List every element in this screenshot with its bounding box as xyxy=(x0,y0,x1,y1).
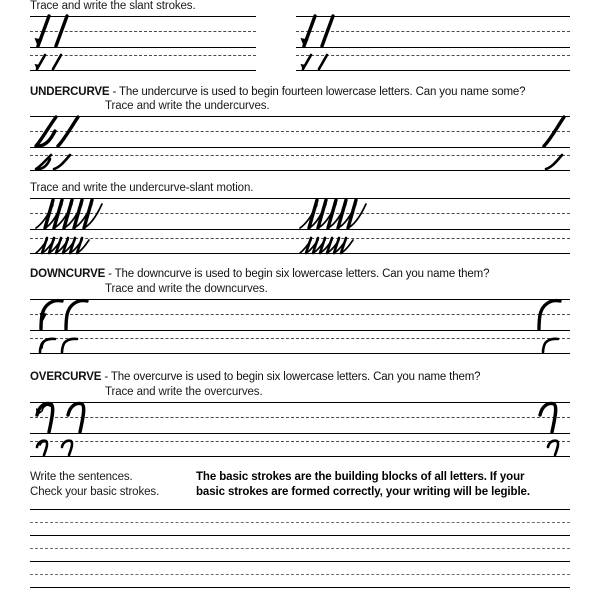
ruled-line-undercurve-row2 xyxy=(30,155,570,171)
midline-dashed xyxy=(296,55,570,56)
baseline-bottom xyxy=(30,253,570,254)
stroke-glyphs-overcurve-2 xyxy=(30,441,570,457)
ruled-line-undercurve-row1 xyxy=(30,116,570,148)
midline-dashed xyxy=(30,441,570,442)
midline-dashed xyxy=(30,314,570,315)
midline-dashed xyxy=(30,548,570,549)
baseline-bottom xyxy=(30,587,570,588)
blank-writing-row-2[interactable] xyxy=(30,535,570,561)
heading-separator: - xyxy=(109,86,120,98)
baseline-bottom xyxy=(296,70,570,71)
midline-dashed xyxy=(30,31,256,32)
closing-label-line-2: Check your basic strokes. xyxy=(30,486,160,498)
instruction-slant: Trace and write the slant strokes. xyxy=(30,0,196,12)
heading-term-overcurve: OVERCURVE xyxy=(30,371,102,383)
midline-dashed xyxy=(30,213,570,214)
heading-separator: - xyxy=(101,371,111,383)
stroke-glyphs-downcurve-2 xyxy=(30,338,570,354)
heading-body-undercurve: The undercurve is used to begin fourteen lowercase letters. Can you name some? xyxy=(119,86,526,98)
stroke-glyphs-slant-2 xyxy=(296,16,570,48)
instruction-undercurve-slant: Trace and write the undercurve-slant motion. xyxy=(30,182,254,194)
ruled-line-slant-row2-left xyxy=(30,55,256,71)
midline-dashed xyxy=(30,131,570,132)
ruled-line-slant-row1-left xyxy=(30,16,256,48)
ruled-line-overcurve-row2 xyxy=(30,441,570,457)
baseline-top xyxy=(30,509,570,510)
heading-separator: - xyxy=(105,268,115,280)
baseline-top xyxy=(30,198,570,199)
midline-dashed xyxy=(30,574,570,575)
ruled-line-overcurve-row1 xyxy=(30,402,570,434)
baseline-bottom xyxy=(296,47,570,48)
midline-dashed xyxy=(296,31,570,32)
baseline-bottom xyxy=(30,70,256,71)
baseline-top xyxy=(30,16,256,17)
stroke-glyphs-undercurve-1 xyxy=(30,116,570,148)
baseline-bottom xyxy=(30,456,570,457)
baseline-bottom xyxy=(30,47,256,48)
closing-label-line-1: Write the sentences. xyxy=(30,471,133,483)
midline-dashed xyxy=(30,417,570,418)
baseline-bottom xyxy=(30,170,570,171)
heading-term-downcurve: DOWNCURVE xyxy=(30,268,106,280)
ruled-line-slant-row1-right xyxy=(296,16,570,48)
closing-sentence-line-2: basic strokes are formed correctly, your writing will be legible. xyxy=(196,486,530,498)
baseline-top xyxy=(30,402,570,403)
heading-term-undercurve: UNDERCURVE xyxy=(30,86,110,98)
ruled-line-undercurve-slant-row2 xyxy=(30,238,570,254)
midline-dashed xyxy=(30,55,256,56)
baseline-bottom xyxy=(30,229,570,230)
baseline-top xyxy=(296,16,570,17)
heading-overcurve xyxy=(30,371,480,384)
heading-body-downcurve: The downcurve is used to begin six lowercase letters. Can you name them? xyxy=(114,268,490,280)
instruction-overcurve: Trace and write the overcurves. xyxy=(105,386,263,398)
stroke-glyphs-downcurve-1 xyxy=(30,299,570,331)
stroke-glyphs-undercurve-2 xyxy=(30,155,570,171)
stroke-glyphs-slant-3 xyxy=(30,55,256,71)
ruled-line-undercurve-slant-row1 xyxy=(30,198,570,230)
midline-dashed xyxy=(30,338,570,339)
stroke-glyphs-undercurve-slant-1 xyxy=(30,198,570,230)
stroke-glyphs-slant-1 xyxy=(30,16,256,48)
stroke-glyphs-slant-4 xyxy=(296,55,570,71)
instruction-undercurve: Trace and write the undercurves. xyxy=(105,100,270,112)
baseline-top xyxy=(30,116,570,117)
instruction-downcurve: Trace and write the downcurves. xyxy=(105,283,268,295)
ruled-line-downcurve-row2 xyxy=(30,338,570,354)
blank-writing-row-3[interactable] xyxy=(30,561,570,587)
closing-sentence-line-1: The basic strokes are the building blocks of all letters. If your xyxy=(196,471,525,483)
baseline-bottom xyxy=(30,330,570,331)
midline-dashed xyxy=(30,522,570,523)
blank-writing-row-1[interactable] xyxy=(30,509,570,535)
heading-downcurve xyxy=(30,268,489,281)
ruled-line-slant-row2-right xyxy=(296,55,570,71)
baseline-bottom xyxy=(30,433,570,434)
midline-dashed xyxy=(30,238,570,239)
baseline-bottom xyxy=(30,147,570,148)
stroke-glyphs-overcurve-1 xyxy=(30,402,570,434)
heading-undercurve xyxy=(30,86,525,99)
baseline-bottom xyxy=(30,353,570,354)
ruled-line-downcurve-row1 xyxy=(30,299,570,331)
heading-body-overcurve: The overcurve is used to begin six lowercase letters. Can you name them? xyxy=(110,371,481,383)
stroke-glyphs-undercurve-slant-2 xyxy=(30,238,570,254)
baseline-top xyxy=(30,299,570,300)
midline-dashed xyxy=(30,155,570,156)
